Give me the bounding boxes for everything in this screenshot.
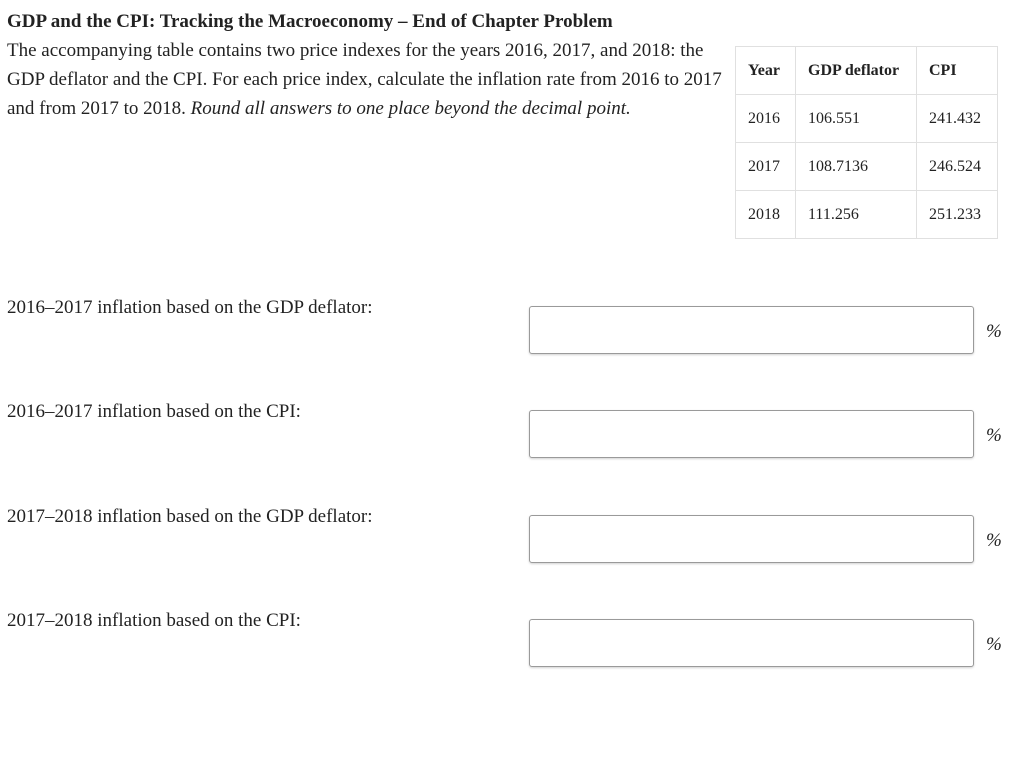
gdp-deflator-2016-2017-input[interactable] [529,306,974,354]
problem-intro [7,36,722,123]
question-3-label: 2017–2018 inflation based on the GDP deflator: [7,506,373,527]
cell-cpi: 251.233 [917,191,998,239]
header-year: Year [736,47,796,95]
gdp-deflator-2017-2018-input[interactable] [529,515,974,563]
table-row [736,95,998,143]
cell-gdp-deflator: 111.256 [796,191,917,239]
cell-gdp-deflator: 106.551 [796,95,917,143]
price-index-table [735,46,998,239]
question-2-label: 2016–2017 inflation based on the CPI: [7,401,301,422]
percent-unit: % [986,634,1002,655]
question-1-label: 2016–2017 inflation based on the GDP deflator: [7,297,373,318]
header-cpi: CPI [917,47,998,95]
intro-text: The accompanying table contains two price indexes for the years 2016, 2017, and 2018: the GDP deflator and the CPI. For each price index, calculate the inflation rate from 2016 to 2017 and from 2017 to 2018. [7,40,722,119]
question-4-label: 2017–2018 inflation based on the CPI: [7,610,301,631]
problem-title: GDP and the CPI: Tracking the Macroeconomy – End of Chapter Problem [7,11,613,32]
header-gdp-deflator: GDP deflator [796,47,917,95]
cell-year: 2017 [736,143,796,191]
table-header-row [736,47,998,95]
cell-year: 2018 [736,191,796,239]
cell-gdp-deflator: 108.7136 [796,143,917,191]
table-row [736,143,998,191]
percent-unit: % [986,321,1002,342]
percent-unit: % [986,425,1002,446]
cpi-2017-2018-input[interactable] [529,619,974,667]
table-row [736,191,998,239]
cell-cpi: 241.432 [917,95,998,143]
percent-unit: % [986,530,1002,551]
cpi-2016-2017-input[interactable] [529,410,974,458]
cell-year: 2016 [736,95,796,143]
rounding-instruction: Round all answers to one place beyond the decimal point. [190,98,631,119]
cell-cpi: 246.524 [917,143,998,191]
